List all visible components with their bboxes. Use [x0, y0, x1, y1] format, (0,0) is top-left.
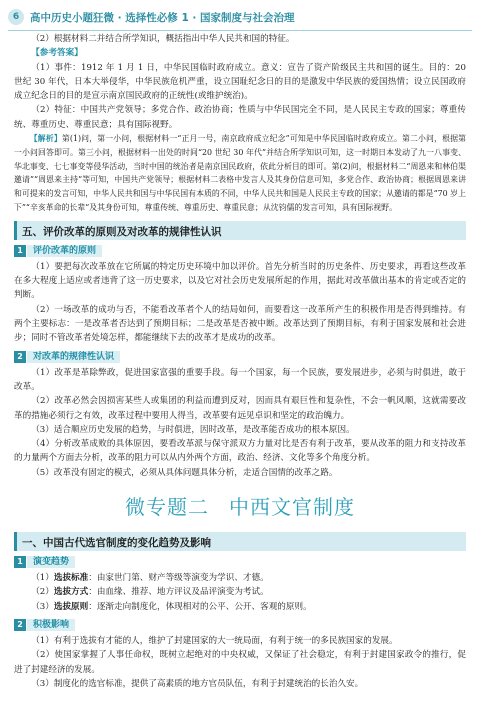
reform-paragraph: （4）分析改革成败的具体原因，要看改革派与保守派双方力量对比是否有利于改革，要从改革的阻力和支持改革的力量两个方面去分析，改革的阻力可以从内外两个方面，政治、经济、文化等多个角度分析。 [14, 439, 466, 464]
trend-item [14, 571, 466, 585]
question-2: （2）根据材料二并结合所学知识，概括指出中华人民共和国的特征。 [31, 34, 295, 44]
section-title: 五、评价改革的原则及对改革的规律性认识 [22, 225, 222, 238]
reform-paragraph: （1）改革是革除弊政，促进国家富强的重要手段。每一个国家，每一个民族，要发展进步，必须与时俱进，敢于改革。 [14, 367, 466, 392]
trend-text: ：逐渐走向制度化，体现相对的公平、公开、客观的原则。 [88, 601, 312, 612]
subheading-number: 1 [14, 245, 26, 257]
topic-right: 中西文官制度 [229, 495, 355, 520]
trend-text: ：由血缘、推荐、地方评议及品评演变为考试。 [88, 587, 269, 598]
principle-paragraph: （1）要把每次改革放在它所属的特定历史环境中加以评价。首先分析当时的历史条件、历史要求，再看这些改革在多大程度上适应或者违背了这一历史要求，以及它对社会历史发展所起的作用，据此对改革做出基本的肯定或否定的判断。 [14, 261, 466, 301]
section-title: 一、中国古代选官制度的变化趋势及影响 [22, 537, 211, 550]
subheading-label: 演变趋势 [27, 556, 75, 568]
topic-title [14, 488, 466, 526]
reform-paragraph: （5）改革没有固定的模式，必须从具体问题具体分析，走适合国情的改革之路。 [31, 467, 338, 478]
header-title: 高中历史小题狂微 · 选择性必修 1 · 国家制度与社会治理 [30, 12, 295, 24]
section-heading [14, 221, 466, 240]
trend-prefix: （2） [31, 587, 54, 598]
subheading-number: 1 [14, 556, 26, 568]
analysis-text: 第(1)问，第一小问，根据材料一“正月一号，南京政府成立纪念”可知是中华民国临时政府成立。第二小问，根据第一小问回答即可。第三小问，根据材料一出处的时间“20 世纪 30 年代”并结合所学知识可知，这一时期日本发动了九一八事变、华北事变、七七事变等侵华活动，当时中国的统治者是南京国民政府，依此分析目的即可。第(2)问，根据材料二“周恩来和林伯渠邀请”“周恩来主持”等可知，中国共产党领导；根据材料二表格中发言人及其身份信息可知，多党合作、政治协商；根据周恩来讲和可提来的发言可知，中华人民共和国与中华民国有本质的不同，中华人民共和国是人民民主专政的国家；从邀请的都是“70 岁上下”“辛亥革命的长辈”及其身份可知，尊重传统、尊重历史、尊重民意；从沈钧儒的发言可知，具有国际视野。 [14, 134, 466, 213]
trend-prefix: （3） [31, 601, 54, 612]
subheading-number: 2 [14, 351, 26, 363]
trend-key: 选拔原则 [53, 601, 89, 612]
subheading [14, 350, 466, 364]
effect-paragraph: （1）有利于选拔有才能的人，维护了封建国家的大一统局面，有利于统一的多民族国家的发展。 [31, 635, 398, 646]
analysis-paragraph [14, 132, 466, 215]
answer-paragraph: （2）特征：中国共产党领导；多党合作、政治协商；性质与中华民国完全不同，是人民民主专政的国家；尊重传统、尊重历史、尊重民意；具有国际视野。 [14, 105, 466, 130]
trend-key: 选拔标准 [53, 573, 89, 584]
trend-item [14, 600, 466, 614]
subheading [14, 555, 466, 569]
topic-left: 微专题二 [125, 495, 209, 520]
trend-key: 选拔方式 [53, 587, 89, 598]
subheading [14, 244, 466, 258]
reform-paragraph: （2）改革必然会因损害某些人或集团的利益而遭到反对，因而具有艰巨性和复杂性，不会一帆风顺，这就需要改革的措施必须行之有效，改革过程中要用人得当，改革要有远见卓识和坚定的政治魄力。 [14, 396, 466, 421]
subheading-number: 2 [14, 619, 26, 631]
analysis-tag: 【解析】 [29, 134, 62, 144]
subheading [14, 618, 466, 632]
trend-item [14, 585, 466, 599]
principle-paragraph: （2）一场改革的成功与否，不能看改革者个人的结局如何，而要看这一改革所产生的积极作用是否得到维持。有两个主要标志：一是改革者否达到了预期目标；二是改革是否被中断。改革达到了预期目标，有利于国家发展和社会进步；同时不管改革者处境怎样，都能继续下去的改革才是成功的改革。 [14, 304, 466, 344]
effect-paragraph: （3）制度化的选官标准，提供了高素质的地方官员队伍，有利于封建统治的长治久安。 [31, 678, 364, 689]
effect-paragraph: （2）使国家掌握了人事任命权，既树立起绝对的中央权威，又保证了社会稳定，有利于封建国家政令的推行，促进了封建经济的发展。 [14, 650, 466, 675]
reform-paragraph: （3）适合顺应历史发展的趋势，与时俱进，因时改革，是改革能否成功的根本原因。 [31, 424, 355, 435]
subheading-label: 评价改革的原则 [27, 245, 102, 257]
page-header [0, 6, 480, 28]
subheading-label: 积极影响 [27, 619, 75, 631]
answer-paragraph: （1）事件：1912 年 1 月 1 日，中华民国临时政府成立。意义：宣告了资产阶级民主共和国的诞生。目的：20 世纪 30 年代，日本大举侵华，中华民族危机严重，设立国耻纪念日的目的是激发中华民族的爱国热情；设立民国政府成立纪念日的目的是宣示南京国民政府的正统性(或维护统治)。 [14, 62, 466, 102]
section-heading [14, 532, 466, 551]
trend-text: ：由家世门第、财产等级等演变为学识、才德。 [88, 573, 269, 584]
header-divider [8, 30, 472, 31]
page-content [14, 32, 466, 691]
trend-prefix: （1） [31, 573, 54, 584]
answer-tag: 【参考答案】 [31, 48, 83, 59]
page-number: 6 [8, 9, 24, 25]
subheading-label: 对改革的规律性认识 [27, 351, 120, 363]
